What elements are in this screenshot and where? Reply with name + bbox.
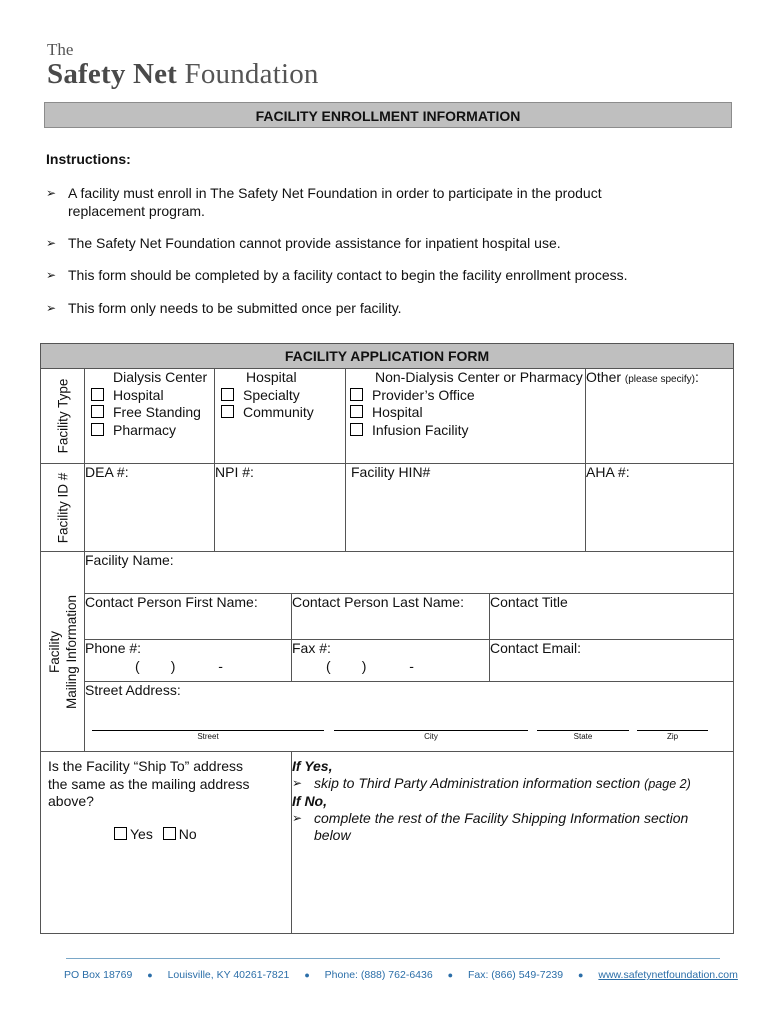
checkbox[interactable]: [91, 388, 104, 401]
instruction-text: This form only needs to be submitted once per facility.: [68, 300, 402, 316]
contact-title-label: Contact Title: [490, 594, 568, 610]
instruction-bullet: [46, 234, 646, 252]
footer-po-box: PO Box 18769: [64, 969, 133, 981]
non-dialysis-heading: Non-Dialysis Center or Pharmacy: [375, 369, 583, 385]
option-label: Free Standing: [113, 404, 201, 420]
ship-to-question-cell: [41, 752, 292, 934]
option-label: Hospital: [113, 386, 164, 403]
yes-instruction-page: (page 2): [644, 777, 691, 791]
city-line[interactable]: [334, 730, 528, 731]
street-caption: Street: [197, 731, 219, 741]
facility-type-side: [41, 369, 85, 464]
contact-title-field[interactable]: [490, 594, 734, 640]
state-caption: State: [573, 731, 593, 741]
logo-the: The: [47, 40, 74, 59]
instruction-bullet: [46, 299, 646, 317]
footer: [64, 969, 738, 981]
checkbox[interactable]: [91, 423, 104, 436]
arrow-bullet-icon: ➢: [292, 811, 303, 825]
logo: [47, 60, 319, 89]
form-title: FACILITY APPLICATION FORM: [41, 344, 734, 369]
first-name-field[interactable]: [85, 594, 292, 640]
instruction-text: This form should be completed by a facility contact to begin the facility enrollment process.: [68, 267, 628, 283]
facility-id-label: Facility ID #: [55, 472, 70, 543]
footer-website-link[interactable]: www.safetynetfoundation.com: [598, 969, 738, 981]
phone-field[interactable]: [85, 640, 292, 682]
checkbox-option[interactable]: [91, 404, 214, 422]
arrow-bullet-icon: ➢: [46, 236, 57, 250]
checkbox[interactable]: [221, 405, 234, 418]
hospital-heading: Hospital: [246, 369, 297, 385]
footer-city: Louisville, KY 40261-7821: [167, 969, 290, 981]
facility-name-field[interactable]: [85, 552, 734, 594]
arrow-bullet-icon: ➢: [46, 268, 57, 282]
mailing-label-line2: Mailing Information: [63, 594, 79, 709]
street-address-label: Street Address:: [85, 682, 181, 698]
bullet-dot-icon: ●: [147, 970, 153, 980]
option-label: Provider’s Office: [372, 386, 475, 403]
dialysis-center-heading: Dialysis Center: [113, 369, 208, 385]
if-no-label: If No,: [292, 793, 327, 809]
zip-caption: Zip: [666, 731, 679, 741]
hin-field[interactable]: [346, 464, 586, 552]
option-label: Infusion Facility: [372, 421, 469, 438]
other-colon: :: [694, 369, 699, 385]
checkbox[interactable]: [91, 405, 104, 418]
option-label: Hospital: [372, 404, 423, 420]
hospital-group: [215, 369, 346, 464]
phone-format: ( ) -: [135, 657, 223, 674]
aha-label: AHA #:: [586, 464, 630, 480]
fax-format: ( ) -: [326, 657, 414, 674]
npi-field[interactable]: [215, 464, 346, 552]
state-line[interactable]: [537, 730, 629, 731]
option-label: Pharmacy: [113, 421, 177, 438]
checkbox-option[interactable]: [350, 404, 585, 422]
bullet-dot-icon: ●: [578, 970, 584, 980]
footer-divider: [66, 958, 720, 959]
zip-line[interactable]: [637, 730, 708, 731]
option-label: Community: [243, 404, 314, 420]
mailing-info-label: [46, 594, 80, 708]
instruction-text: The Safety Net Foundation cannot provide assistance for inpatient hospital use.: [68, 235, 561, 251]
facility-application-form: [40, 343, 734, 934]
no-instruction-text: complete the rest of the Facility Shipping Information section below: [314, 810, 689, 843]
fax-label: Fax #:: [292, 640, 331, 656]
checkbox-option[interactable]: [350, 387, 585, 405]
option-label: Specialty: [243, 386, 300, 403]
fax-field[interactable]: [292, 640, 490, 682]
hin-label: Facility HIN#: [351, 464, 431, 480]
checkbox-option[interactable]: [221, 404, 345, 422]
mailing-label-line1: Facility: [46, 630, 62, 673]
facility-type-label: Facility Type: [55, 378, 70, 454]
dea-field[interactable]: [85, 464, 215, 552]
footer-phone: Phone: (888) 762-6436: [324, 969, 433, 981]
logo-name-bold: Safety Net: [47, 58, 178, 90]
bullet-dot-icon: ●: [304, 970, 310, 980]
ship-to-question: Is the Facility “Ship To” address the same as the mailing address above?: [48, 758, 250, 809]
street-address-field[interactable]: [85, 682, 734, 730]
checkbox[interactable]: [350, 405, 363, 418]
aha-field[interactable]: [586, 464, 734, 552]
page-title: FACILITY ENROLLMENT INFORMATION: [44, 102, 732, 128]
no-instruction: [292, 810, 694, 844]
no-label: No: [178, 825, 197, 842]
if-yes-label: If Yes,: [292, 758, 333, 774]
checkbox-option[interactable]: [91, 422, 214, 440]
first-name-label: Contact Person First Name:: [85, 594, 258, 610]
dea-label: DEA #:: [85, 464, 129, 480]
last-name-label: Contact Person Last Name:: [292, 594, 464, 610]
yes-checkbox[interactable]: [114, 827, 127, 840]
no-checkbox[interactable]: [163, 827, 176, 840]
arrow-bullet-icon: ➢: [46, 186, 57, 200]
instruction-bullet: [46, 266, 646, 284]
checkbox-option[interactable]: [221, 387, 345, 405]
dialysis-center-group: [85, 369, 215, 464]
ship-to-options: [48, 826, 281, 844]
bullet-dot-icon: ●: [447, 970, 454, 980]
last-name-field[interactable]: [292, 594, 490, 640]
footer-fax: Fax: (866) 549-7239: [467, 969, 564, 981]
ship-to-instructions: [292, 752, 734, 934]
yes-instruction: [292, 775, 733, 793]
yes-instruction-text: skip to Third Party Administration information section: [314, 775, 641, 791]
instructions-title: Instructions:: [46, 151, 131, 167]
non-dialysis-group: [346, 369, 586, 464]
other-note: (please specify): [624, 374, 695, 385]
facility-name-label: Facility Name:: [85, 552, 174, 568]
other-specify-field[interactable]: [586, 369, 734, 464]
checkbox[interactable]: [350, 388, 363, 401]
npi-label: NPI #:: [215, 464, 254, 480]
address-lines: [85, 730, 734, 752]
instruction-bullet: [46, 184, 646, 220]
logo-name-rest: Foundation: [184, 58, 319, 90]
checkbox[interactable]: [221, 388, 234, 401]
checkbox-option[interactable]: [350, 422, 585, 440]
checkbox-option[interactable]: [91, 387, 214, 405]
phone-label: Phone #:: [85, 640, 142, 656]
instruction-text: A facility must enroll in The Safety Net Foundation in order to participate in the product replacement program.: [68, 185, 602, 219]
yes-label: Yes: [130, 825, 153, 842]
street-line[interactable]: [92, 730, 324, 731]
facility-id-side: [41, 464, 85, 552]
checkbox[interactable]: [350, 423, 363, 436]
city-caption: City: [424, 731, 438, 741]
arrow-bullet-icon: ➢: [292, 776, 303, 790]
other-label: Other: [586, 369, 622, 385]
contact-email-label: Contact Email:: [490, 640, 582, 656]
mailing-info-side: [41, 552, 85, 752]
contact-email-field[interactable]: [490, 640, 734, 682]
arrow-bullet-icon: ➢: [46, 301, 57, 315]
